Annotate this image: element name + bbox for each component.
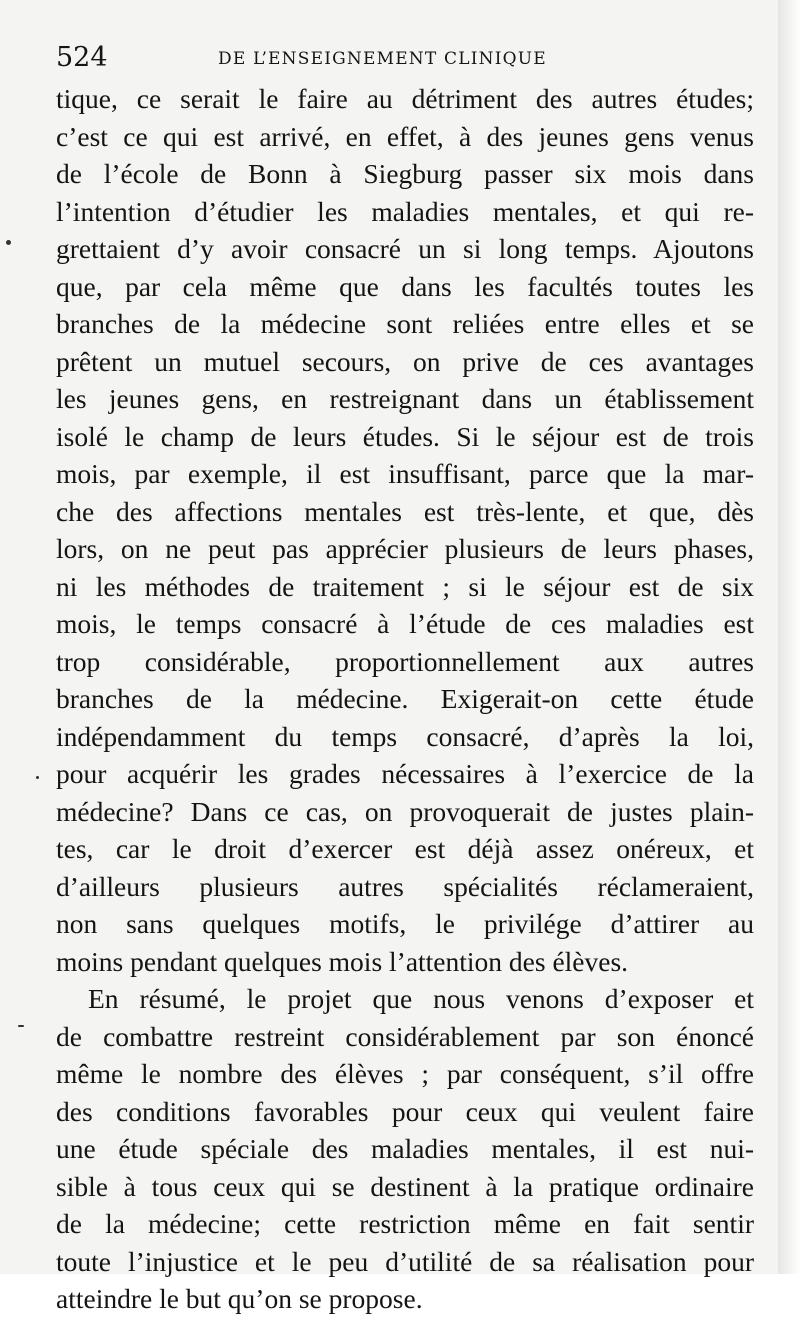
text-line: grettaient d’y avoir consacré un si long temps. Ajoutons: [56, 233, 754, 264]
paragraph-end-line: moins pendant quelques mois l’attention des élèves.: [56, 945, 629, 977]
body-text: [56, 80, 754, 1318]
text-line: pour acquérir les grades nécessaires à l’exercice de la: [56, 758, 754, 789]
text-line: de la médecine; cette restriction même en fait sentir: [56, 1208, 754, 1239]
text-line: de combattre restreint considérablement par son énoncé: [56, 1020, 754, 1052]
page-header: [56, 40, 756, 76]
page-number: 524: [56, 42, 108, 73]
text-line: tique, ce serait le faire au détriment des autres études;: [56, 83, 754, 114]
page-edge: [778, 0, 800, 1274]
text-line: une étude spéciale des maladies mentales, il est nui-: [56, 1133, 754, 1164]
text-line: même le nombre des élèves ; par conséquent, s’il offre: [56, 1058, 754, 1089]
text-line: ni les méthodes de traitement ; si le séjour est de six: [56, 570, 754, 602]
text-line: toute l’injustice et le peu d’utilité de sa réalisation pour: [56, 1245, 754, 1277]
text-line: mois, par exemple, il est insuffisant, parce que la mar-: [56, 458, 754, 489]
text-line: les jeunes gens, en restreignant dans un établissement: [56, 383, 754, 414]
running-head: DE L’ENSEIGNEMENT CLINIQUE: [218, 49, 547, 69]
text-line: de l’école de Bonn à Siegburg passer six mois dans: [56, 158, 754, 189]
text-line: che des affections mentales est très-lente, et que, dès: [56, 495, 754, 527]
text-line: que, par cela même que dans les facultés toutes les: [56, 270, 754, 302]
text-line: sible à tous ceux qui se destinent à la pratique ordinaire: [56, 1170, 754, 1202]
paragraph-end-line: atteindre le but qu’on se propose.: [56, 1283, 423, 1314]
text-line: d’ailleurs plusieurs autres spécialités réclameraient,: [56, 870, 754, 902]
text-line: c’est ce qui est arrivé, en effet, à des jeunes gens venus: [56, 120, 754, 152]
paragraph-start-line: En résumé, le projet que nous venons d’exposer et: [88, 983, 754, 1014]
text-line: branches de la médecine sont reliées entre elles et se: [56, 308, 754, 339]
text-line: trop considérable, proportionnellement aux autres: [56, 645, 754, 677]
text-line: l’intention d’étudier les maladies mentales, et qui re-: [56, 195, 754, 227]
text-line: mois, le temps consacré à l’étude de ces maladies est: [56, 608, 754, 639]
margin-speck: [36, 776, 39, 779]
margin-speck: [6, 240, 11, 245]
text-line: prêtent un mutuel secours, on prive de ces avantages: [56, 345, 754, 377]
text-line: branches de la médecine. Exigerait-on cette étude: [56, 683, 754, 714]
margin-speck: [18, 1025, 24, 1027]
text-line: indépendamment du temps consacré, d’après la loi,: [56, 720, 754, 752]
text-line: non sans quelques motifs, le privilége d’attirer au: [56, 908, 754, 939]
text-line: des conditions favorables pour ceux qui veulent faire: [56, 1095, 754, 1127]
text-line: tes, car le droit d’exercer est déjà assez onéreux, et: [56, 833, 754, 864]
text-line: isolé le champ de leurs études. Si le séjour est de trois: [56, 420, 754, 452]
text-line: médecine? Dans ce cas, on provoquerait de justes plain-: [56, 795, 754, 827]
text-line: lors, on ne peut pas apprécier plusieurs de leurs phases,: [56, 533, 754, 564]
